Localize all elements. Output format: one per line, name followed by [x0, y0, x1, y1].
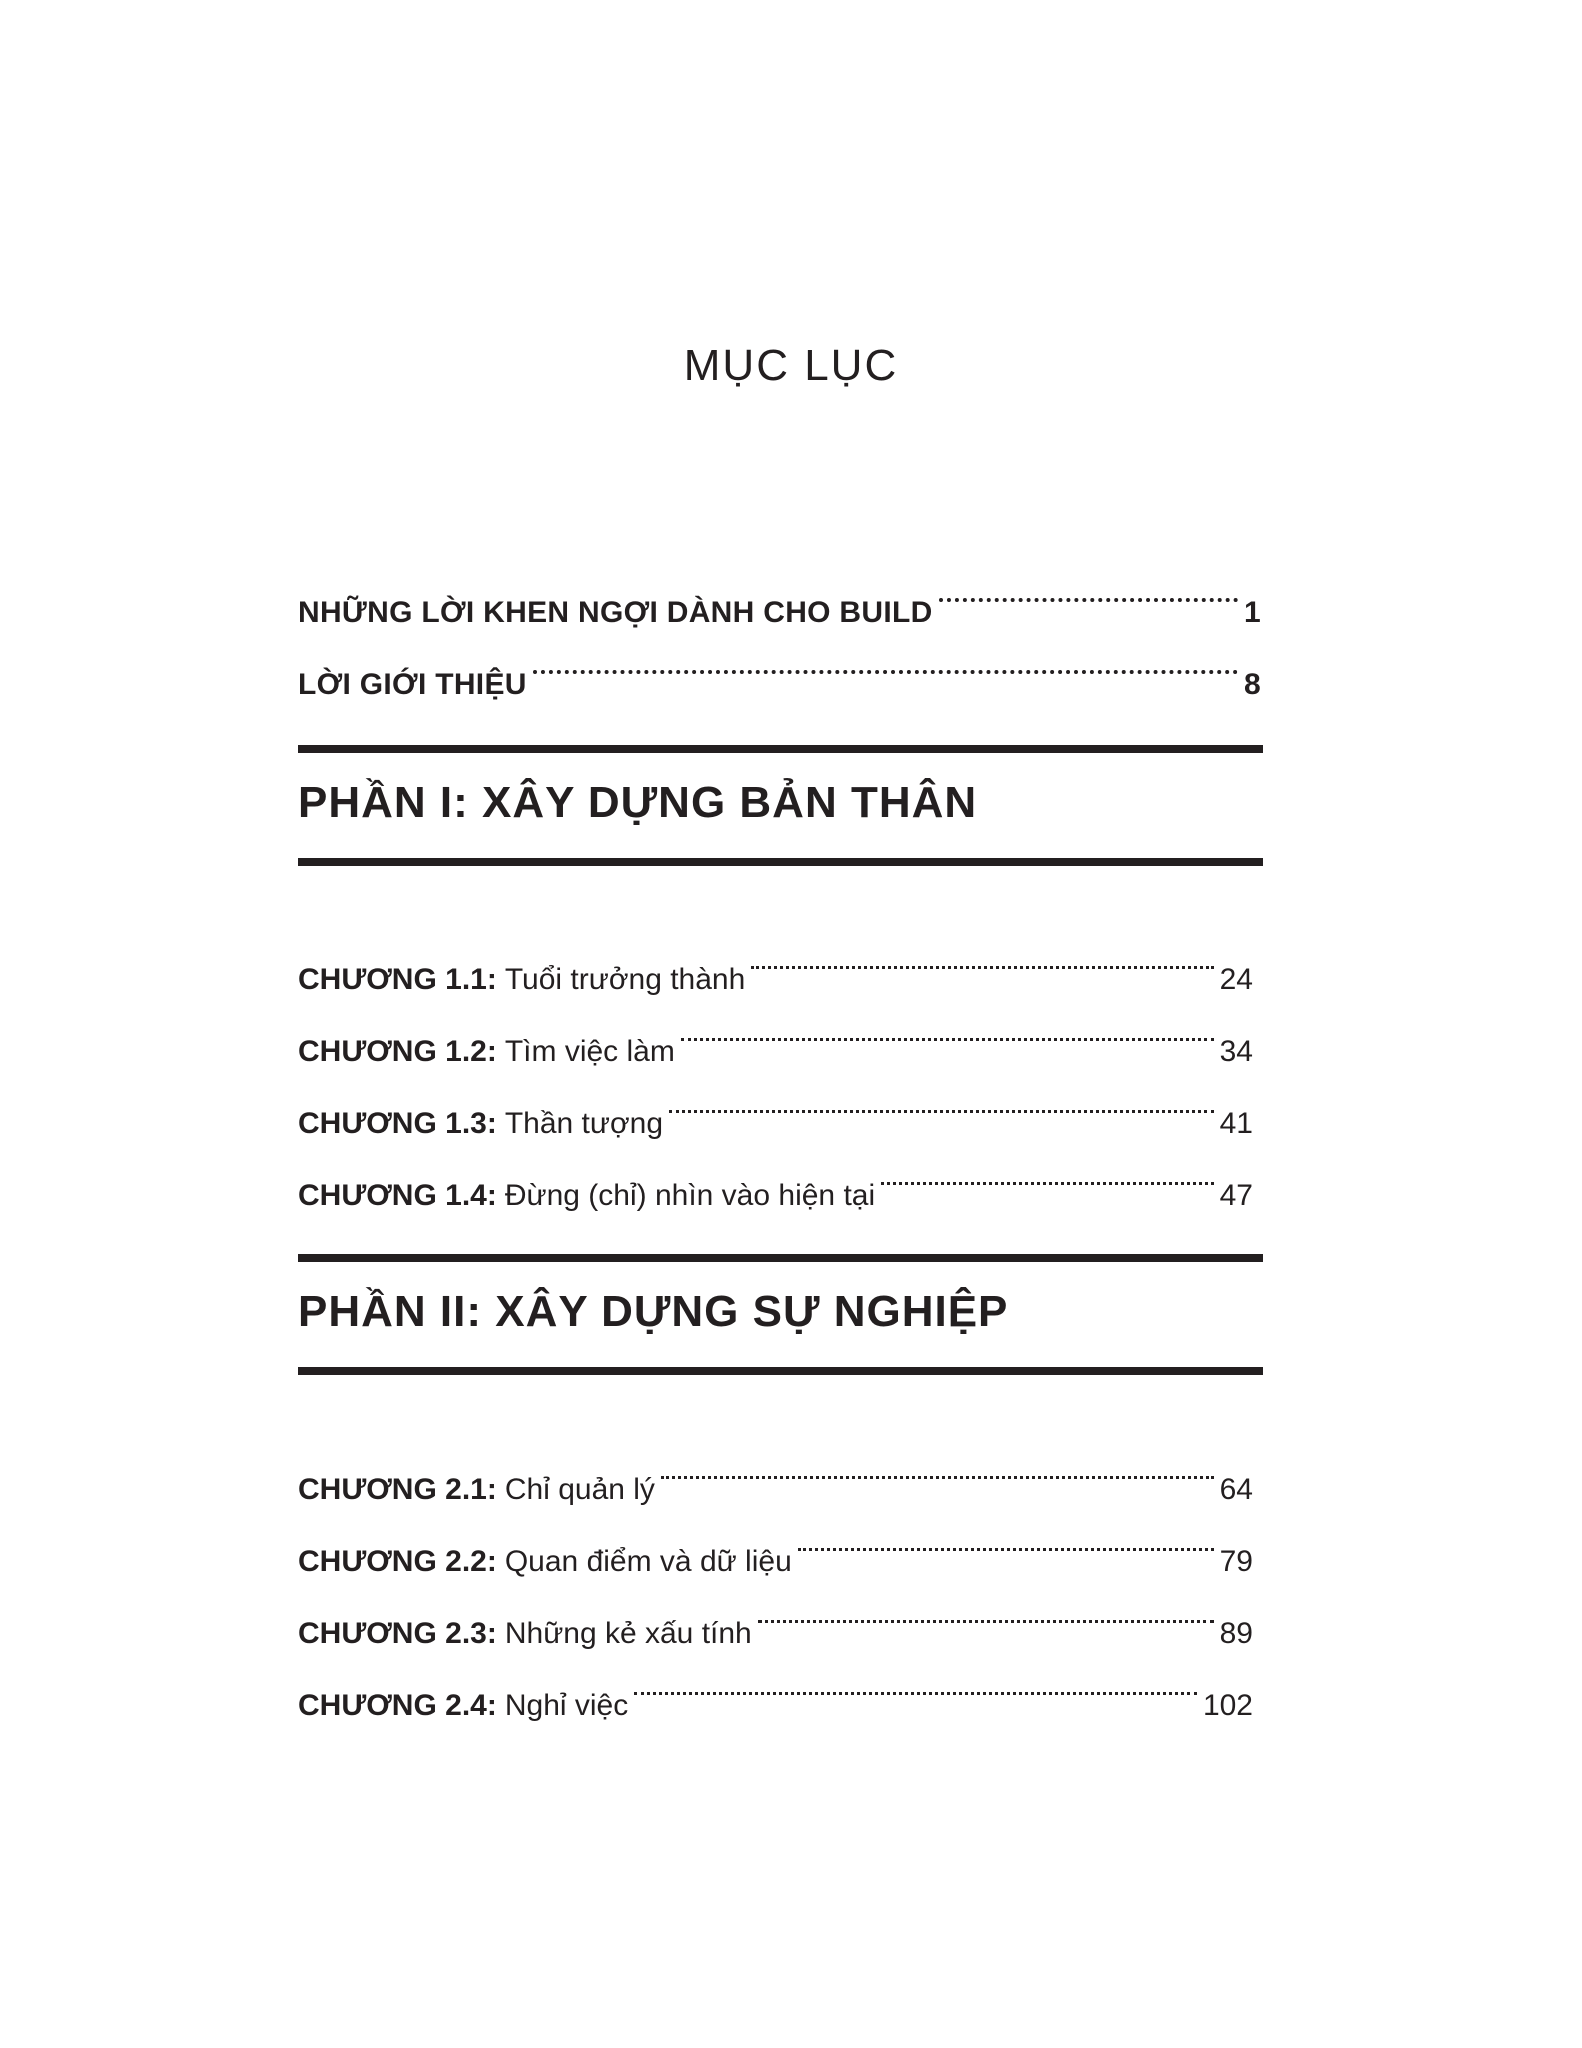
part-rule-top	[298, 745, 1263, 753]
toc-entry-page: 64	[1219, 1473, 1253, 1506]
chapter-title: Chỉ quản lý	[504, 1473, 655, 1506]
chapter-title: Quan điểm và dữ liệu	[504, 1545, 792, 1578]
toc-entry-page: 41	[1219, 1107, 1253, 1140]
chapter-title: Nghỉ việc	[504, 1689, 629, 1722]
toc-entry-page: 24	[1219, 963, 1253, 996]
toc-entry-page: 79	[1219, 1545, 1253, 1578]
chapter-number: CHƯƠNG 2.3:	[298, 1617, 497, 1650]
dot-leader	[798, 1499, 1214, 1571]
toc-entry-label	[298, 1016, 675, 1088]
chapter-number: CHƯƠNG 1.1:	[298, 963, 497, 996]
part-header-1	[298, 745, 1263, 865]
dot-leader	[669, 1061, 1214, 1133]
dot-leader	[881, 1133, 1213, 1205]
toc-entry-chapter-1-1[interactable]	[298, 917, 1253, 996]
part-header-2	[298, 1254, 1263, 1374]
dot-leader	[661, 1427, 1214, 1499]
toc-entry-label	[298, 1670, 628, 1742]
dot-leader	[939, 550, 1238, 622]
toc-entry-page: 34	[1219, 1035, 1253, 1068]
dot-leader	[751, 917, 1213, 989]
toc-entry-page: 102	[1202, 1689, 1253, 1722]
toc-entry-label	[298, 1088, 663, 1160]
toc-entry-label: LỜI GIỚI THIỆU	[298, 668, 527, 701]
chapter-number: CHƯƠNG 1.3:	[298, 1107, 497, 1140]
toc-entry-praise[interactable]	[298, 550, 1261, 629]
chapter-title: Tìm việc làm	[504, 1035, 675, 1068]
part-1-chapter-list	[298, 917, 1261, 1212]
chapter-number: CHƯƠNG 2.4:	[298, 1689, 497, 1722]
toc-entry-label	[298, 1160, 875, 1232]
toc-entry-page: 89	[1219, 1617, 1253, 1650]
chapter-title: Đừng (chỉ) nhìn vào hiện tại	[504, 1179, 876, 1212]
chapter-title: Thần tượng	[504, 1107, 664, 1140]
part-rule-top	[298, 1254, 1263, 1262]
dot-leader	[634, 1643, 1197, 1715]
part-rule-bottom	[298, 1367, 1263, 1375]
chapter-number: CHƯƠNG 1.2:	[298, 1035, 497, 1068]
chapter-number: CHƯƠNG 2.1:	[298, 1473, 497, 1506]
part-2-chapter-list	[298, 1427, 1261, 1722]
dot-leader	[681, 989, 1214, 1061]
dot-leader	[758, 1571, 1214, 1643]
page-title: MỤC LỤC	[683, 341, 899, 390]
toc-entry-chapter-2-1[interactable]	[298, 1427, 1253, 1506]
part-rule-bottom	[298, 858, 1263, 866]
front-matter-list	[298, 550, 1261, 701]
chapter-number: CHƯƠNG 1.4:	[298, 1179, 497, 1212]
dot-leader	[533, 622, 1238, 694]
toc-entry-page: 8	[1244, 668, 1261, 701]
toc-entry-label	[298, 1526, 792, 1598]
toc-entry-page: 47	[1219, 1179, 1253, 1212]
chapter-title: Những kẻ xấu tính	[504, 1617, 752, 1650]
chapter-number: CHƯƠNG 2.2:	[298, 1545, 497, 1578]
chapter-title: Tuổi trưởng thành	[504, 963, 746, 996]
toc-entry-page: 1	[1244, 596, 1261, 629]
toc-entry-label: NHỮNG LỜI KHEN NGỢI DÀNH CHO BUILD	[298, 596, 933, 629]
toc-entry-label	[298, 944, 745, 1016]
toc-entry-label	[298, 1454, 655, 1526]
part-title[interactable]: PHẦN II: XÂY DỰNG SỰ NGHIỆP	[298, 1287, 1009, 1336]
part-title[interactable]: PHẦN I: XÂY DỰNG BẢN THÂN	[298, 778, 978, 827]
